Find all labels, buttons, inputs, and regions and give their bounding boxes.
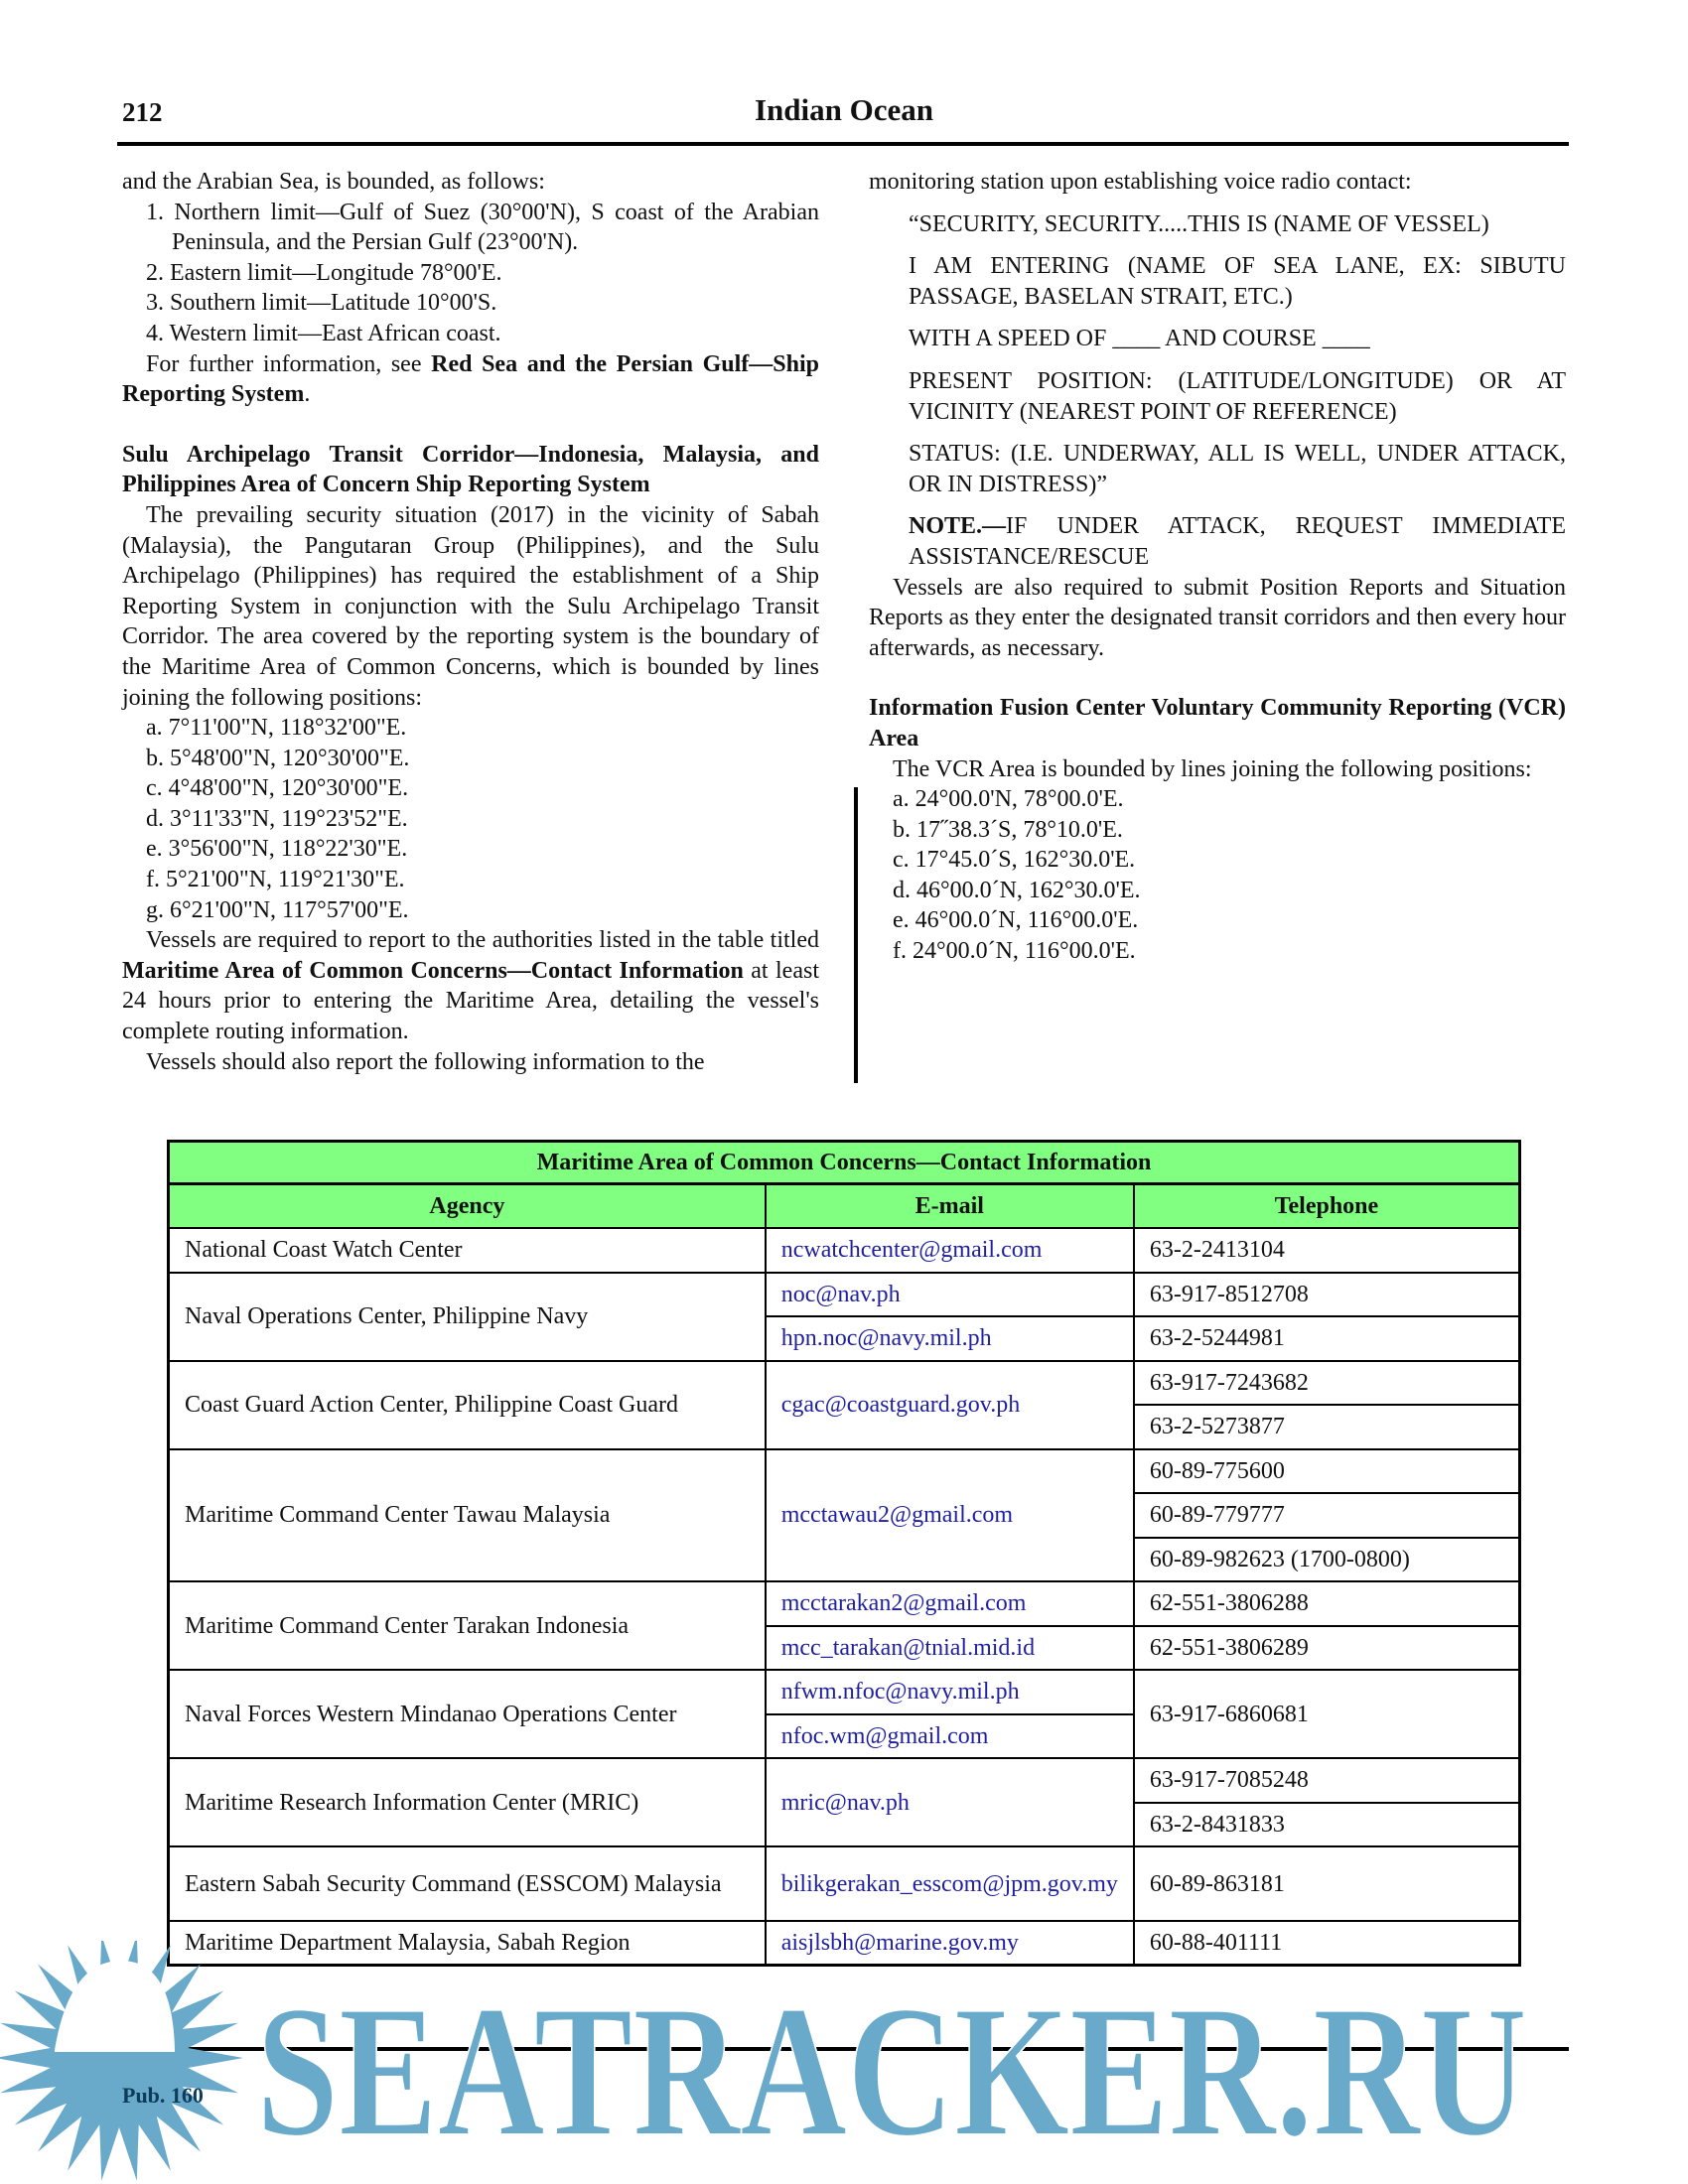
email-link[interactable]: noc@nav.ph: [766, 1273, 1134, 1317]
telephone-cell: 63-917-7085248: [1134, 1758, 1520, 1803]
page-number: 212: [122, 97, 163, 127]
list-item: a. 24°00.0'N, 78°00.0'E.: [893, 786, 1124, 813]
contact-table: [167, 1140, 1521, 1967]
text: at least 24 hours prior to entering the Maritime Area, detailing the vessel's complete routing information.: [122, 957, 819, 1045]
table-row: [169, 1228, 1520, 1273]
email-link[interactable]: ncwatchcenter@gmail.com: [766, 1228, 1134, 1273]
left-column: [122, 167, 819, 1077]
change-bar: [854, 787, 858, 1083]
page-title: Indian Ocean: [754, 92, 934, 127]
list-item: 2. Eastern limit—Longitude 78°00'E.: [146, 259, 502, 286]
limits-list: [122, 198, 819, 349]
email-link[interactable]: mcctawau2@gmail.com: [766, 1449, 1134, 1582]
radio-message-line: PRESENT POSITION: (LATITUDE/LONGITUDE) OR AT VICINITY (NEAREST POINT OF REFERENCE): [909, 367, 1566, 425]
email-link[interactable]: nfoc.wm@gmail.com: [766, 1714, 1134, 1759]
telephone-cell: 60-89-863181: [1134, 1846, 1520, 1921]
paragraph: [122, 925, 819, 1046]
text: Vessels are required to report to the authorities listed in the table titled: [146, 927, 819, 954]
list-item: e. 46°00.0´N, 116°00.0'E.: [893, 907, 1139, 934]
telephone-cell: 63-917-8512708: [1134, 1273, 1520, 1317]
radio-message-line: “SECURITY, SECURITY.....THIS IS (NAME OF VESSEL): [909, 210, 1489, 237]
text: For further information, see: [146, 350, 432, 377]
table-row: [169, 1670, 1520, 1714]
agency-cell: Maritime Command Center Tarakan Indonesia: [169, 1581, 766, 1670]
list-item: 1. Northern limit—Gulf of Suez (30°00'N), S coast of the Arabian Peninsula, and the Persian Gulf (23°00'N).: [146, 199, 819, 256]
list-item: b. 5°48'00"N, 120°30'00"E.: [146, 745, 410, 771]
text: .: [304, 381, 311, 408]
list-item: d. 46°00.0´N, 162°30.0'E.: [893, 877, 1141, 903]
note-label: NOTE.—: [909, 513, 1007, 540]
agency-cell: Maritime Command Center Tawau Malaysia: [169, 1449, 766, 1582]
list-item: 4. Western limit—East African coast.: [146, 320, 501, 346]
table-row: [169, 1449, 1520, 1494]
table-row: [169, 1581, 1520, 1626]
email-link[interactable]: hpn.noc@navy.mil.ph: [766, 1316, 1134, 1361]
table-row: [169, 1758, 1520, 1803]
table-row: [169, 1846, 1520, 1921]
header-rule: [117, 142, 1569, 146]
email-link[interactable]: mcctarakan2@gmail.com: [766, 1581, 1134, 1626]
agency-cell: Naval Operations Center, Philippine Navy: [169, 1273, 766, 1361]
table-title: Maritime Area of Common Concerns—Contact Information: [169, 1142, 1520, 1184]
table-row: [169, 1273, 1520, 1317]
sun-icon: [0, 1941, 243, 2181]
telephone-cell: 63-2-5273877: [1134, 1405, 1520, 1449]
list-item: c. 4°48'00"N, 120°30'00"E.: [146, 775, 409, 802]
table-reference: Maritime Area of Common Concerns—Contact Information: [122, 957, 744, 984]
agency-cell: Naval Forces Western Mindanao Operations Center: [169, 1670, 766, 1758]
telephone-cell: 62-551-3806289: [1134, 1626, 1520, 1671]
watermark-logo: [0, 1941, 1688, 2184]
telephone-cell: 63-2-2413104: [1134, 1228, 1520, 1273]
note-text: IF UNDER ATTACK, REQUEST IMMEDIATE ASSISTANCE/RESCUE: [909, 513, 1566, 570]
email-link[interactable]: aisjlsbh@marine.gov.my: [766, 1921, 1134, 1966]
positions-list: [122, 713, 819, 925]
list-item: 3. Southern limit—Latitude 10°00'S.: [146, 290, 497, 317]
email-link[interactable]: cgac@coastguard.gov.ph: [766, 1361, 1134, 1449]
paragraph: The prevailing security situation (2017) in the vicinity of Sabah (Malaysia), the Pangutaran Group (Philippines), and the Sulu Archipelago (Philippines) has required the establishment of a Ship Reporting System in conjunction with the Sulu Archipelago Transit Corridor. The area covered by the reporting system is the boundary of the Maritime Area of Common Concerns, which is bounded by lines joining the following positions:: [122, 501, 819, 711]
email-link[interactable]: nfwm.nfoc@navy.mil.ph: [766, 1670, 1134, 1714]
telephone-cell: 63-2-8431833: [1134, 1803, 1520, 1847]
publication-number: Pub. 160: [122, 2083, 204, 2108]
list-item: e. 3°56'00"N, 118°22'30"E.: [146, 836, 408, 863]
telephone-cell: 60-89-775600: [1134, 1449, 1520, 1494]
cross-reference: Red Sea and the Persian Gulf—Ship Reporting System: [122, 350, 820, 408]
telephone-cell: 63-2-5244981: [1134, 1316, 1520, 1361]
paragraph: The VCR Area is bounded by lines joining the following positions:: [893, 755, 1532, 782]
radio-message-line: I AM ENTERING (NAME OF SEA LANE, EX: SIBUTU PASSAGE, BASELAN STRAIT, ETC.): [909, 253, 1566, 310]
column-header: E-mail: [766, 1184, 1134, 1229]
section-heading: Sulu Archipelago Transit Corridor—Indonesia, Malaysia, and Philippines Area of Concern Ship Reporting System: [122, 441, 819, 498]
paragraph: and the Arabian Sea, is bounded, as follows:: [122, 169, 545, 195]
agency-cell: National Coast Watch Center: [169, 1228, 766, 1273]
note: [869, 511, 1566, 572]
table-row: [169, 1361, 1520, 1406]
section-heading: Information Fusion Center Voluntary Community Reporting (VCR) Area: [869, 695, 1566, 751]
email-link[interactable]: mcc_tarakan@tnial.mid.id: [766, 1626, 1134, 1671]
telephone-cell: 63-917-6860681: [1134, 1670, 1520, 1758]
agency-cell: Maritime Research Information Center (MRIC): [169, 1758, 766, 1846]
paragraph: monitoring station upon establishing voice radio contact:: [869, 169, 1412, 195]
agency-cell: Coast Guard Action Center, Philippine Coast Guard: [169, 1361, 766, 1449]
radio-message-line: STATUS: (I.E. UNDERWAY, ALL IS WELL, UNDER ATTACK, OR IN DISTRESS)”: [909, 441, 1566, 497]
telephone-cell: 63-917-7243682: [1134, 1361, 1520, 1406]
list-item: f. 5°21'00"N, 119°21'30"E.: [146, 867, 405, 893]
list-item: b. 17˝38.3´S, 78°10.0'E.: [893, 816, 1123, 843]
list-item: d. 3°11'33"N, 119°23'52"E.: [146, 805, 408, 832]
telephone-cell: 60-89-779777: [1134, 1493, 1520, 1538]
table-body: [169, 1228, 1520, 1966]
list-item: f. 24°00.0´N, 116°00.0'E.: [893, 938, 1136, 965]
email-link[interactable]: mric@nav.ph: [766, 1758, 1134, 1846]
right-column: [869, 167, 1566, 967]
list-item: a. 7°11'00"N, 118°32'00"E.: [146, 715, 407, 742]
column-header: Telephone: [1134, 1184, 1520, 1229]
radio-message-line: WITH A SPEED OF ____ AND COURSE ____: [909, 326, 1370, 352]
paragraph: Vessels are also required to submit Position Reports and Situation Reports as they enter the designated transit corridors and then every hour afterwards, as necessary.: [869, 574, 1566, 661]
email-link[interactable]: bilikgerakan_esscom@jpm.gov.my: [766, 1846, 1134, 1921]
list-item: c. 17°45.0´S, 162°30.0'E.: [893, 847, 1136, 874]
paragraph: Vessels should also report the following information to the: [146, 1048, 705, 1075]
paragraph: [122, 349, 819, 410]
vcr-positions-list: [869, 784, 1566, 967]
telephone-cell: 60-88-401111: [1134, 1921, 1520, 1966]
telephone-cell: 62-551-3806288: [1134, 1581, 1520, 1626]
telephone-cell: 60-89-982623 (1700-0800): [1134, 1538, 1520, 1582]
watermark-text: SEATRACKER.RU: [256, 1968, 1527, 2176]
column-header: Agency: [169, 1184, 766, 1229]
agency-cell: Eastern Sabah Security Command (ESSCOM) Malaysia: [169, 1846, 766, 1921]
agency-cell: Maritime Department Malaysia, Sabah Region: [169, 1921, 766, 1966]
list-item: g. 6°21'00"N, 117°57'00"E.: [146, 896, 409, 923]
